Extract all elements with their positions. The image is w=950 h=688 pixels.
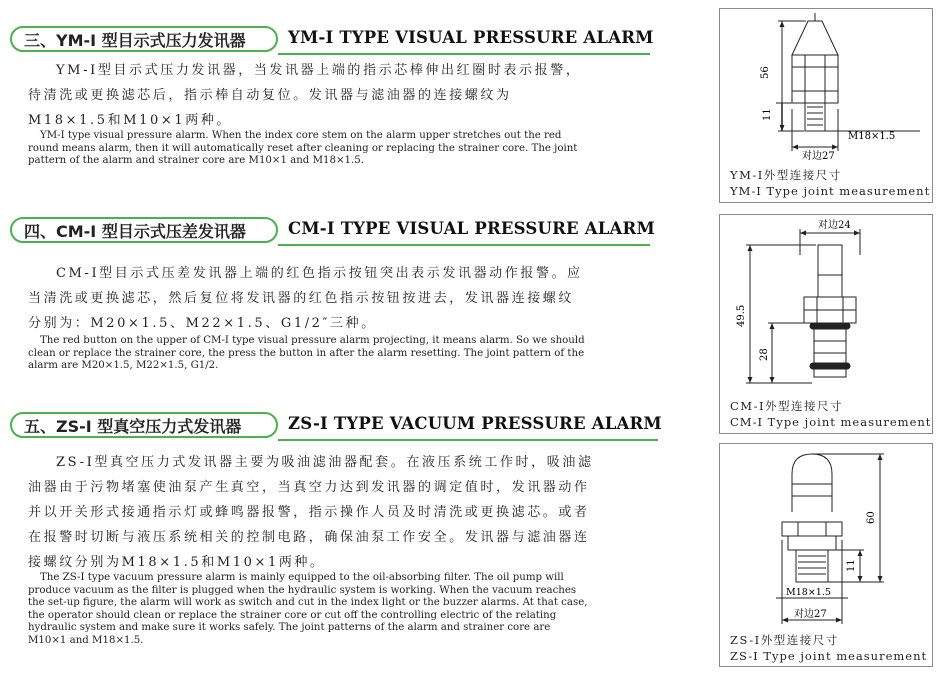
ym-drawing [720, 9, 932, 169]
section-body-cn: CM-I型目示式压差发讯器上端的红色指示按钮突出表示发讯器动作报警。应当清洗或更换滤芯，然后复位将发讯器的红色指示按钮按进去，发讯器连接螺纹分别为：M20×1.5、M22×1.5、G1/2″三种。 [28, 266, 583, 331]
section-header [10, 412, 660, 440]
section-body-en: The ZS-I type vacuum pressure alarm is mainly equipped to the oil-absorbing filter. The oil pump will produce vacuum as the filter is plugged when the hydraulic system is working. When the vacuum reaches the set-up figure, the alarm will work as switch and cut in the index light or the buzzer alarms. At that case, the operator should clean or replace the strainer core or cut off the controlling electric of the relating hydraulic system and make sure it works safely. The joint patterns of the alarm and strainer core are M10×1 and M18×1.5. [28, 572, 588, 646]
section-label-pill: 五、ZS-I 型真空压力式发讯器 [10, 412, 278, 438]
diagram-caption-cn: ZS-I外型连接尺寸 [730, 633, 839, 647]
section-title: YM-I TYPE VISUAL PRESSURE ALARM [288, 28, 654, 47]
diagram-caption-en: ZS-I Type joint measurement [730, 649, 928, 663]
dim-height: 60 [866, 511, 877, 524]
section-label-pill: 四、CM-I 型目示式压差发讯器 [10, 217, 278, 243]
dim-height: 49.5 [736, 304, 747, 327]
dim-thread-length: 11 [846, 559, 857, 572]
dim-thread-length: 28 [759, 348, 770, 361]
zs-drawing [720, 444, 932, 629]
diagram-caption-en: YM-I Type joint measurement [730, 184, 931, 198]
cm-drawing [720, 215, 932, 395]
section-header [10, 217, 655, 245]
diagram-caption-cn: YM-I外型连接尺寸 [730, 168, 842, 182]
dim-height: 56 [760, 66, 771, 79]
diagram-caption-en: CM-I Type joint measurement [730, 415, 932, 429]
section-label-pill: 三、YM-I 型目示式压力发讯器 [10, 26, 278, 52]
dim-thread-length: 11 [762, 108, 773, 121]
section-title: CM-I TYPE VISUAL PRESSURE ALARM [288, 219, 655, 238]
dim-thread: M18×1.5 [848, 131, 896, 142]
diagram-ym [719, 8, 933, 203]
diagram-zs [719, 443, 933, 667]
section-body-en: YM-I type visual pressure alarm. When the index core stem on the alarm upper stretches out the red round means alarm, then it will automatically reset after cleaning or replacing the strainer core. The joint pattern of the alarm and strainer core are M10×1 and M18×1.5. [28, 130, 578, 166]
section-underline [278, 439, 658, 441]
section-body-en: The red button on the upper of CM-I type visual pressure alarm projecting, it means alarm. So we should clean or replace the strainer core, the press the button in after the alarm resetting. The joint pattern of the alarm are M20×1.5, M22×1.5, G1/2. [28, 335, 585, 371]
section-underline [278, 53, 650, 55]
dim-across-flats: 对边24 [818, 220, 851, 231]
section-body-cn: YM-I型目示式压力发讯器，当发讯器上端的指示芯棒伸出红圈时表示报警，待清洗或更换滤芯后，指示棒自动复位。发讯器与滤油器的连接螺纹为M18×1.5和M10×1两种。 [28, 63, 582, 128]
dim-across-flats: 对边27 [802, 151, 835, 162]
diagram-cm [719, 214, 933, 434]
section-underline [278, 244, 650, 246]
dim-thread: M18×1.5 [786, 587, 831, 598]
diagram-caption-cn: CM-I外型连接尺寸 [730, 399, 844, 413]
section-title: ZS-I TYPE VACUUM PRESSURE ALARM [288, 414, 662, 433]
section-header [10, 26, 654, 54]
dim-across-flats: 对边27 [794, 609, 827, 620]
section-body-cn: ZS-I型真空压力式发讯器主要为吸油滤油器配套。在液压系统工作时，吸油滤油器由于污物堵塞使油泵产生真空，当真空力达到发讯器的调定值时，发讯器动作并以开关形式接通指示灯或蜂鸣器报警，指示操作人员及时清洗或更换滤芯。或者在报警时切断与液压系统相关的控制电路，确保油泵工作安全。发讯器与滤油器连接螺纹分别为M18×1.5和M10×1两种。 [28, 455, 594, 570]
